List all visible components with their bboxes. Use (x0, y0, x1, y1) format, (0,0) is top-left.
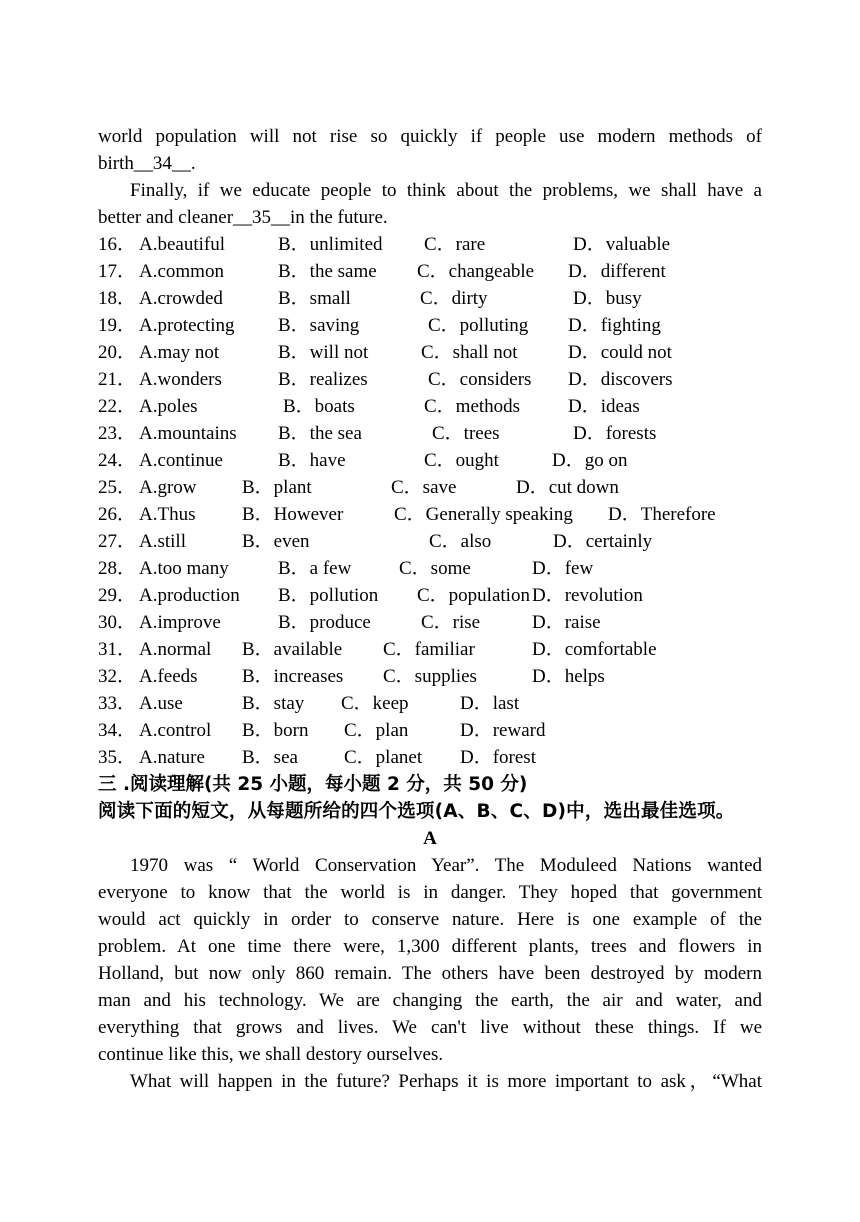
option-d: D．ideas (568, 396, 640, 417)
question-number: 20． (98, 342, 137, 363)
option-c: C．ought (424, 450, 499, 471)
option-d: D．raise (532, 612, 601, 633)
question-row (98, 474, 762, 501)
option-c: C．save (391, 477, 457, 498)
option-a: A.common (139, 261, 224, 282)
option-a: A.continue (139, 450, 223, 471)
question-row (98, 393, 762, 420)
option-d: D．cut down (516, 477, 619, 498)
option-d: D．go on (552, 450, 628, 471)
option-d: D．forest (460, 747, 536, 768)
question-row (98, 717, 762, 744)
option-a: A.nature (139, 747, 205, 768)
question-number: 25． (98, 477, 137, 498)
option-a: A.mountains (139, 423, 237, 444)
option-b: B．plant (242, 477, 312, 498)
passage-line-7: everything that grows and lives. We can't live without these things. If we (98, 1017, 762, 1038)
option-a: A.use (139, 693, 183, 714)
question-row (98, 501, 762, 528)
question-number: 23． (98, 423, 137, 444)
intro-line-4: better and cleaner__35__in the future. (98, 207, 388, 228)
question-number: 32． (98, 666, 137, 687)
option-b: B．have (278, 450, 346, 471)
option-a: A.still (139, 531, 186, 552)
option-c: C．shall not (421, 342, 518, 363)
option-c: C．rise (421, 612, 481, 633)
option-c: C．plan (344, 720, 409, 741)
option-b: B．small (278, 288, 351, 309)
option-d: D．busy (573, 288, 642, 309)
option-d: D．helps (532, 666, 605, 687)
question-row (98, 285, 762, 312)
passage-line-4: problem. At one time there were, 1,300 different plants, trees and flowers in (98, 936, 762, 957)
passage-line-8: continue like this, we shall destory ourselves. (98, 1044, 444, 1065)
option-d: D．forests (573, 423, 657, 444)
option-a: A.protecting (139, 315, 235, 336)
option-b: B．even (242, 531, 310, 552)
question-row (98, 312, 762, 339)
question-number: 34． (98, 720, 137, 741)
question-number: 22． (98, 396, 137, 417)
passage-line-6: man and his technology. We are changing the earth, the air and water, and (98, 990, 762, 1011)
option-a: A.control (139, 720, 212, 741)
option-b: B．available (242, 639, 343, 660)
question-row (98, 231, 762, 258)
option-b: B．will not (278, 342, 369, 363)
option-b: B．the sea (278, 423, 362, 444)
option-d: D．revolution (532, 585, 643, 606)
option-c: C．polluting (428, 315, 529, 336)
question-number: 28． (98, 558, 137, 579)
option-d: D．different (568, 261, 666, 282)
option-d: D．discovers (568, 369, 673, 390)
question-number: 31． (98, 639, 137, 660)
question-row (98, 447, 762, 474)
option-c: C．considers (428, 369, 532, 390)
option-b: B．the same (278, 261, 377, 282)
passage-next-paragraph: What will happen in the future? Perhaps it is more important to ask，“What (130, 1071, 762, 1092)
question-row (98, 744, 762, 771)
option-b: B．a few (278, 558, 352, 579)
question-number: 18． (98, 288, 137, 309)
section-heading: 三 .阅读理解(共 25 小题，每小题 2 分，共 50 分) (98, 774, 528, 795)
option-c: C．rare (424, 234, 486, 255)
question-row (98, 582, 762, 609)
option-b: B．pollution (278, 585, 379, 606)
option-d: D．valuable (573, 234, 671, 255)
option-d: D．few (532, 558, 594, 579)
option-c: C．methods (424, 396, 521, 417)
option-a: A.beautiful (139, 234, 226, 255)
question-number: 26． (98, 504, 137, 525)
option-c: C．keep (341, 693, 409, 714)
option-d: D．fighting (568, 315, 661, 336)
question-row (98, 636, 762, 663)
question-row (98, 339, 762, 366)
option-c: C．Generally speaking (394, 504, 573, 525)
question-number: 16． (98, 234, 137, 255)
option-a: A.poles (139, 396, 198, 417)
question-row (98, 609, 762, 636)
option-a: A.Thus (139, 504, 196, 525)
option-c: C．supplies (383, 666, 477, 687)
question-row (98, 690, 762, 717)
option-c: C．also (429, 531, 492, 552)
option-c: C．changeable (417, 261, 535, 282)
option-b: B．stay (242, 693, 305, 714)
question-number: 17． (98, 261, 137, 282)
option-b: B．born (242, 720, 309, 741)
option-d: D．certainly (553, 531, 653, 552)
option-d: D．reward (460, 720, 546, 741)
option-b: B．However (242, 504, 344, 525)
option-a: A.too many (139, 558, 229, 579)
option-c: C．dirty (420, 288, 488, 309)
option-d: D．comfortable (532, 639, 657, 660)
passage-line-2: everyone to know that the world is in danger. They hoped that government (98, 882, 762, 903)
passage-line-1: 1970 was “ World Conservation Year”. The Moduleed Nations wanted (130, 855, 762, 876)
option-a: A.normal (139, 639, 212, 660)
passage-line-3: would act quickly in order to conserve nature. Here is one example of the (98, 909, 762, 930)
option-d: D．could not (568, 342, 672, 363)
option-b: B．unlimited (278, 234, 383, 255)
option-c: C．familiar (383, 639, 475, 660)
question-row (98, 366, 762, 393)
option-b: B．boats (283, 396, 355, 417)
section-instruction: 阅读下面的短文，从每题所给的四个选项(A、B、C、D)中，选出最佳选项。 (98, 801, 735, 822)
option-a: A.may not (139, 342, 220, 363)
question-number: 24． (98, 450, 137, 471)
question-row (98, 528, 762, 555)
question-row (98, 555, 762, 582)
option-c: C．planet (344, 747, 423, 768)
option-a: A.crowded (139, 288, 223, 309)
question-row (98, 663, 762, 690)
question-number: 30． (98, 612, 137, 633)
question-row (98, 420, 762, 447)
option-b: B．produce (278, 612, 371, 633)
intro-line-2: birth__34__. (98, 153, 196, 174)
option-c: C．trees (432, 423, 500, 444)
question-number: 27． (98, 531, 137, 552)
option-a: A.grow (139, 477, 197, 498)
option-a: A.wonders (139, 369, 222, 390)
question-number: 35． (98, 747, 137, 768)
passage-letter: A (423, 828, 437, 849)
passage-line-5: Holland, but now only 860 remain. The others have been destroyed by modern (98, 963, 762, 984)
question-number: 21． (98, 369, 137, 390)
intro-line-1: world population will not rise so quickly if people use modern methods of (98, 126, 762, 147)
question-number: 33． (98, 693, 137, 714)
option-d: D．Therefore (608, 504, 716, 525)
question-number: 19． (98, 315, 137, 336)
option-a: A.feeds (139, 666, 198, 687)
option-b: B．sea (242, 747, 298, 768)
option-a: A.improve (139, 612, 221, 633)
option-a: A.production (139, 585, 240, 606)
option-b: B．saving (278, 315, 360, 336)
option-b: B．increases (242, 666, 344, 687)
option-d: D．last (460, 693, 520, 714)
question-number: 29． (98, 585, 137, 606)
option-c: C．some (399, 558, 471, 579)
intro-line-3: Finally, if we educate people to think about the problems, we shall have a (130, 180, 762, 201)
option-c: C．population (417, 585, 530, 606)
option-b: B．realizes (278, 369, 368, 390)
question-row (98, 258, 762, 285)
